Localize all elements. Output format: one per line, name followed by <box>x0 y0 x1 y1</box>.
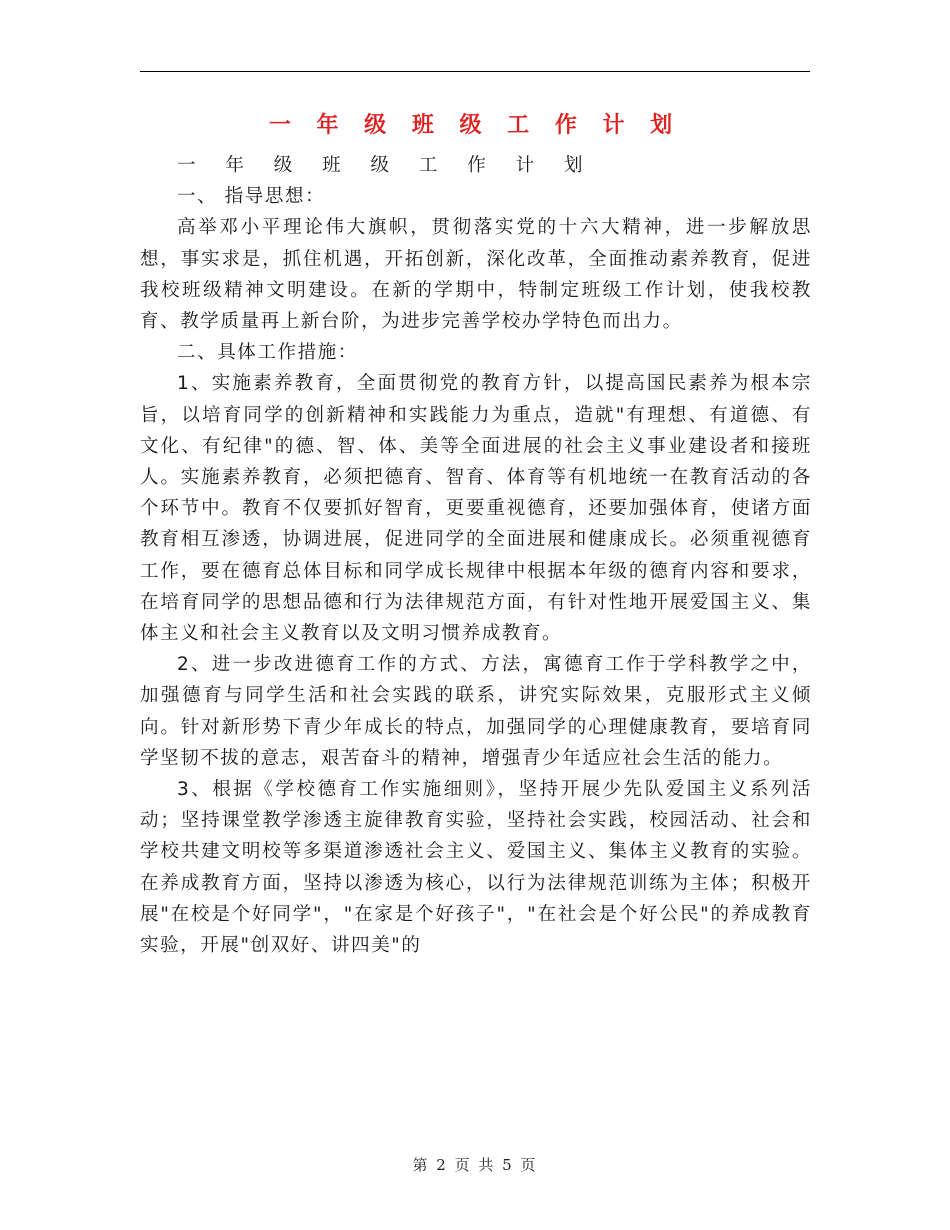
document-title: 一 年 级 班 级 工 作 计 划 <box>268 112 682 138</box>
section-heading-measures: 二、具体工作措施： <box>177 342 358 364</box>
document-body <box>140 150 812 961</box>
section-heading-guiding-thought: 一、 指导思想： <box>177 186 326 208</box>
subtitle-paragraph: 一 年 级 班 级 工 作 计 划 <box>177 155 595 176</box>
paragraph-measure-1: 1、实施素养教育，全面贯彻党的教育方针，以提高国民素养为根本宗旨，以培育同学的创新精神和实践能力为重点，造就"有理想、有道德、有文化、有纪律"的德、智、体、美等全面进展的社会主义事业建设者和接班人。实施素养教育，必须把德育、智育、体育等有机地统一在教育活动的各个环节中。教育不仅要抓好智育，更要重视德育，还要加强体育，使诸方面教育相互渗透，协调进展，促进同学的全面进展和健康成长。必须重视德育工作，要在德育总体目标和同学成长规律中根据本年级的德育内容和要求，在培育同学的思想品德和行为法律规范方面，有针对性地开展爱国主义、集体主义和社会主义教育以及文明习惯养成教育。 <box>140 373 812 645</box>
paragraph-measure-3: 3、根据《学校德育工作实施细则》，坚持开展少先队爱国主义系列活动；坚持课堂教学渗透主旋律教育实验，坚持社会实践，校园活动、社会和学校共建文明校等多渠道渗透社会主义、爱国主义、集体主义教育的实验。在养成教育方面，坚持以渗透为核心，以行为法律规范训练为主体；积极开展"在校是个好同学"，"在家是个好孩子"，"在社会是个好公民"的养成教育实验，开展"创双好、讲四美"的 <box>140 779 812 957</box>
header-rule <box>140 71 810 72</box>
page-number: 第 2 页 共 5 页 <box>412 1156 538 1174</box>
paragraph-measure-2: 2、进一步改进德育工作的方式、方法，寓德育工作于学科教学之中，加强德育与同学生活和社会实践的联系，讲究实际效果，克服形式主义倾向。针对新形势下青少年成长的特点，加强同学的心理健康教育，要培育同学坚韧不拔的意志，艰苦奋斗的精神，增强青少年适应社会生活的能力。 <box>140 654 812 769</box>
paragraph-guiding-thought: 高举邓小平理论伟大旗帜，贯彻落实党的十六大精神，进一步解放思想，事实求是，抓住机遇，开拓创新，深化改革，全面推动素养教育，促进我校班级精神文明建设。在新的学期中，特制定班级工作计划，使我校教育、教学质量再上新台阶，为进步完善学校办学特色而出力。 <box>140 217 812 333</box>
